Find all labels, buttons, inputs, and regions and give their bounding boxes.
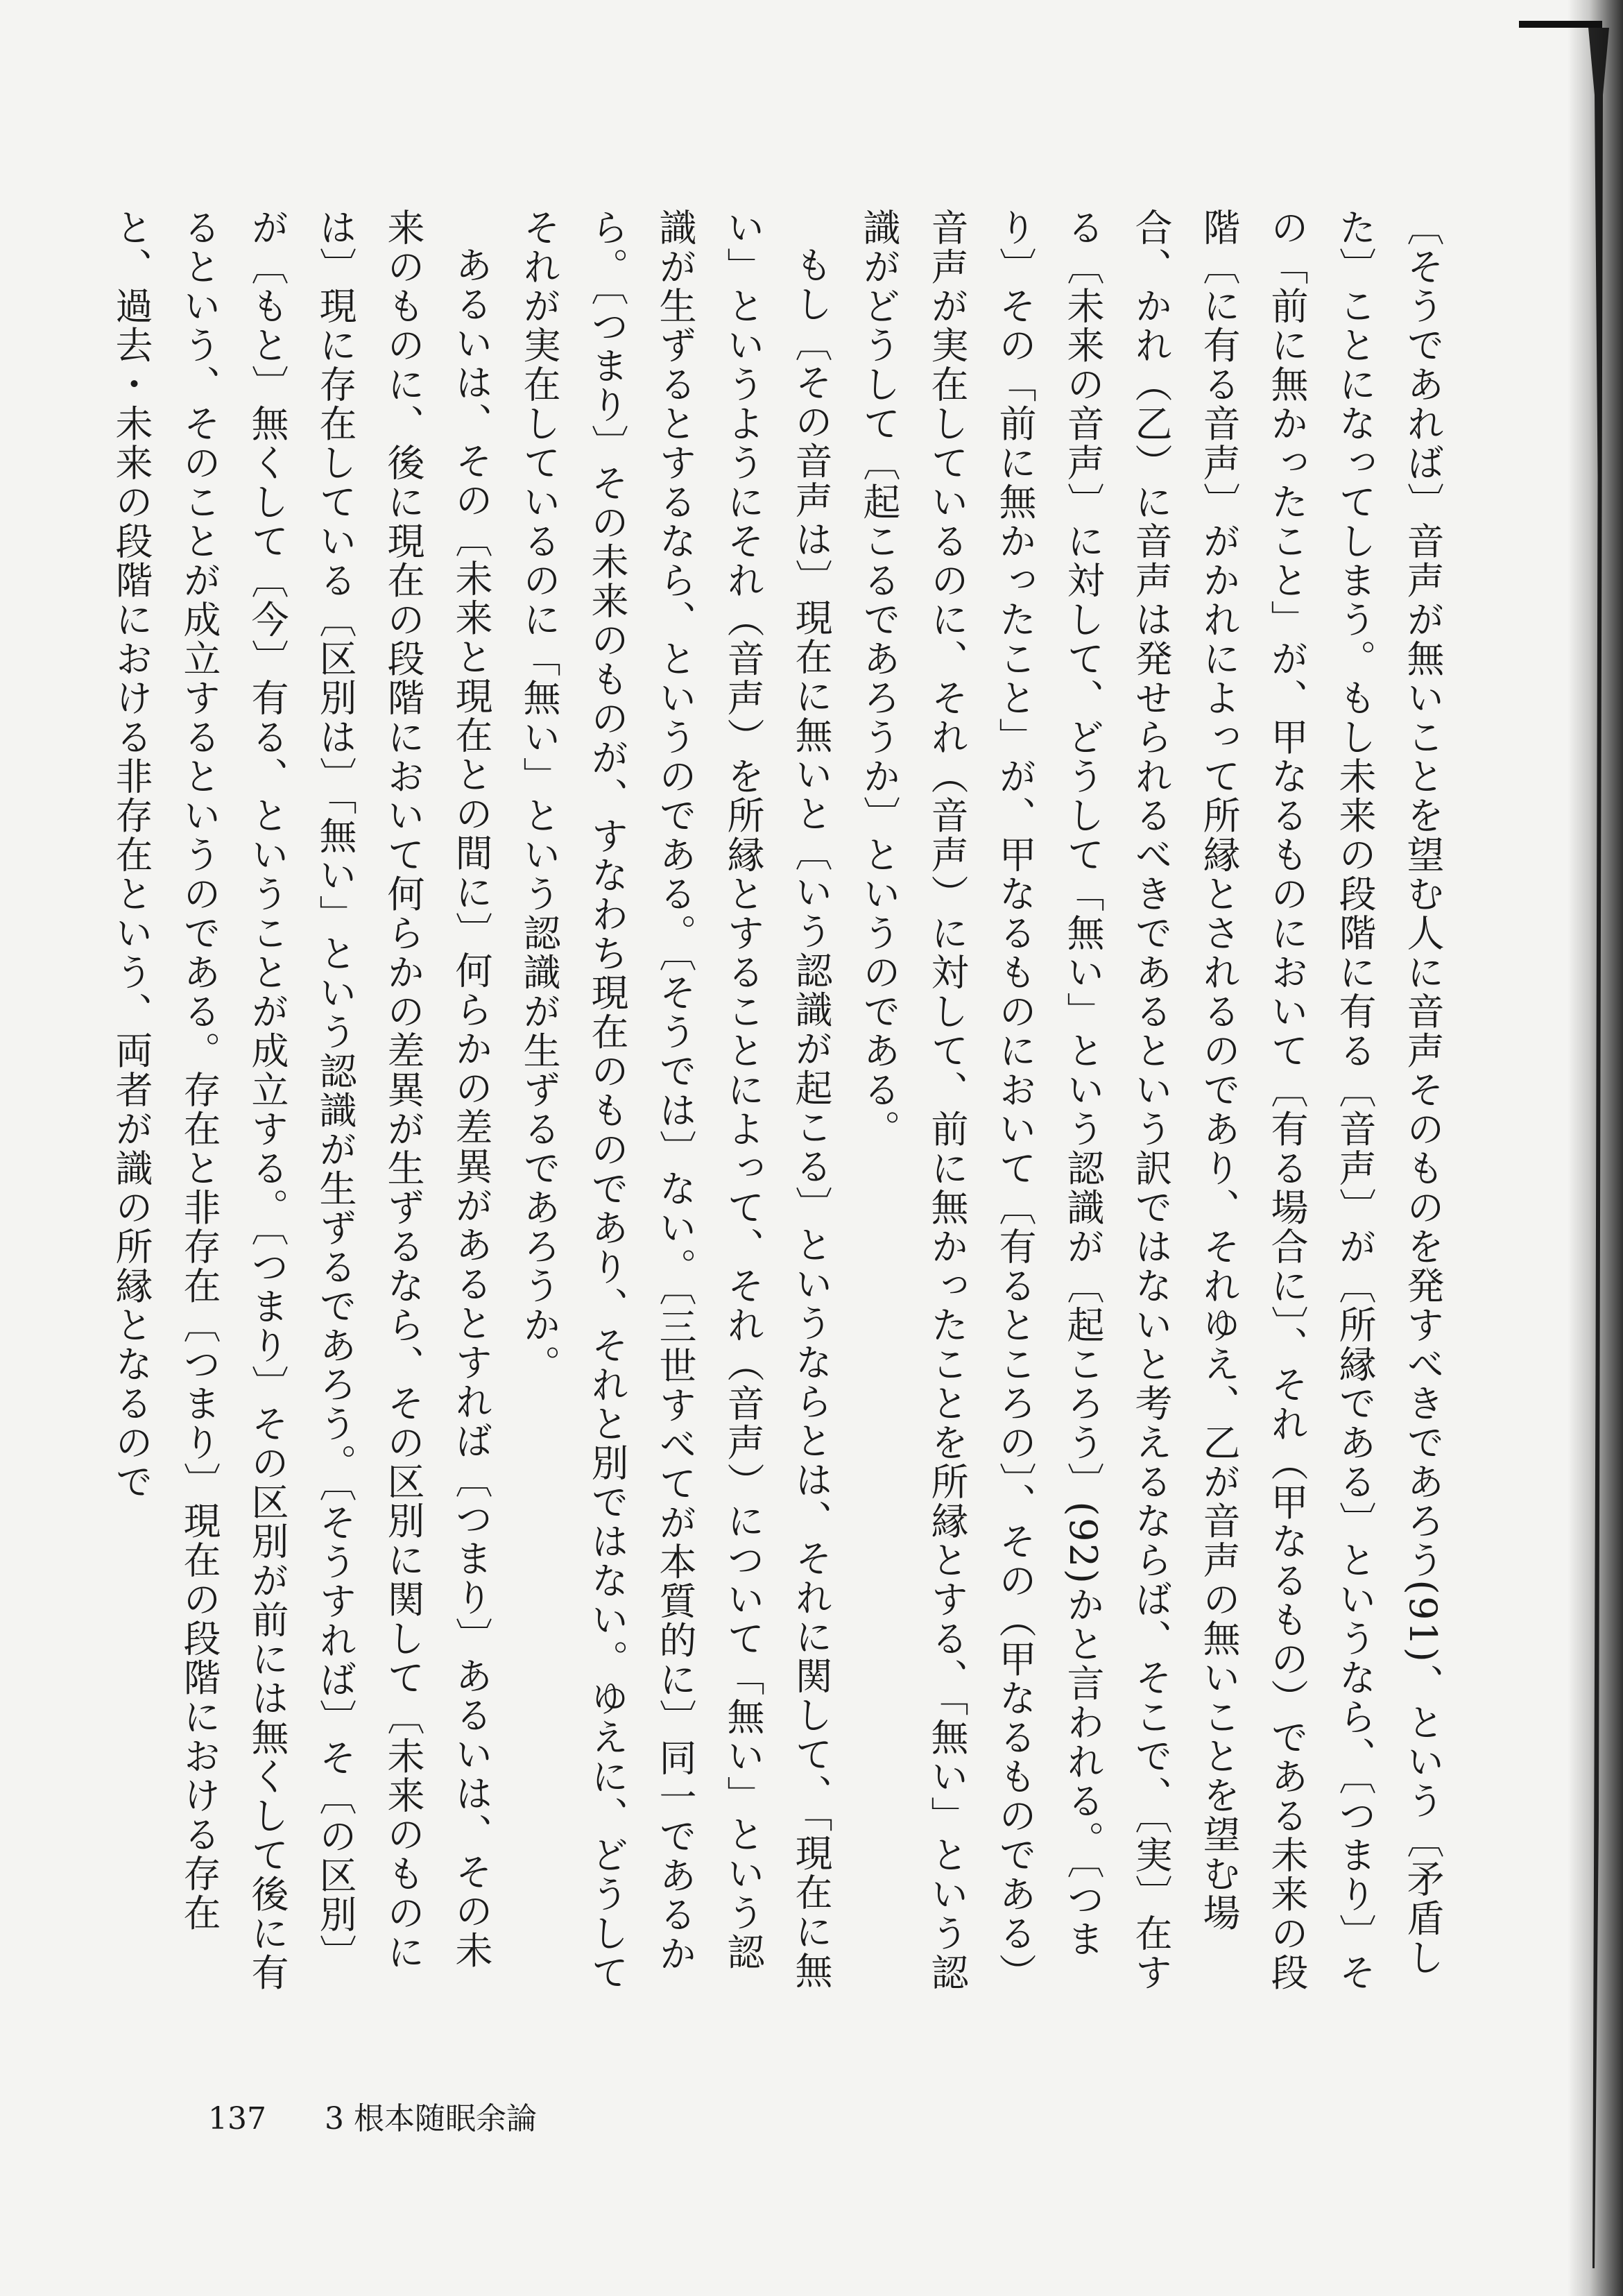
paragraph: もし〔その音声は〕現在に無いと〔いう認識が起こる〕というならとは、それに関して、「現在に無い」というようにそれ（音声）を所縁とすることによって、それ（音声）について「無い」という認識が生ずるとするなら、というのである。〔そうでは〕ない。〔三世すべてが本質的に〕同一であるから。〔つまり〕その未来のものが、すなわち現在のものであり、それと別ではない。ゆえに、どうしてそれが実在しているのに「無い」という認識が生ずるであろうか。 bbox=[517, 208, 833, 1992]
body-text bbox=[110, 208, 1457, 1998]
page-footer bbox=[208, 2093, 537, 2138]
page-number: 137 bbox=[208, 2101, 266, 2136]
top-rule bbox=[1519, 21, 1602, 28]
paragraph: 〔そうであれば〕音声が無いことを望む人に音声そのものを発すべきであろう(91)、という〔矛盾した〕ことになってしまう。もし未来の段階に有る〔音声〕が〔所縁である〕というなら、〔つまり〕その「前に無かったこと」が、甲なるものにおいて〔有る場合に〕、それ（甲なるもの）である未来の段階〔に有る音声〕がかれによって所縁とされるのであり、それゆえ、乙が音声の無いことを望む場合、かれ（乙）に音声は発せられるべきであるという訳ではないと考えるならば、そこで、〔実〕在する〔未来の音声〕に対して、どうして「無い」という認識が〔起ころう〕(92)かと言われる。〔つまり〕その「前に無かったこと」が、甲なるものにおいて〔有るところの〕、その（甲なるものである）音声が実在しているのに、それ（音声）に対して、前に無かったことを所縁とする、「無い」という認識がどうして〔起こるであろうか〕というのである。 bbox=[857, 208, 1445, 1992]
running-title: 3 根本随眠余論 bbox=[324, 2101, 537, 2136]
paragraph: あるいは、その〔未来と現在との間に〕何らかの差異があるとすれば〔つまり〕あるいは、その未来のものに、後に現在の段階において何らかの差異が生ずるなら、その区別に関して〔未来のものには〕現に存在している〔区別は〕「無い」という認識が生ずるであろう。〔そうすれば〕そ〔の区別〕が〔もと〕無くして〔今〕有る、ということが成立する。〔つまり〕その区別が前には無くして後に有るという、そのことが成立するというのである。存在と非存在〔つまり〕現在の段階における存在と、過去・未来の段階における非存在という、両者が識の所縁となるので bbox=[110, 208, 493, 1992]
